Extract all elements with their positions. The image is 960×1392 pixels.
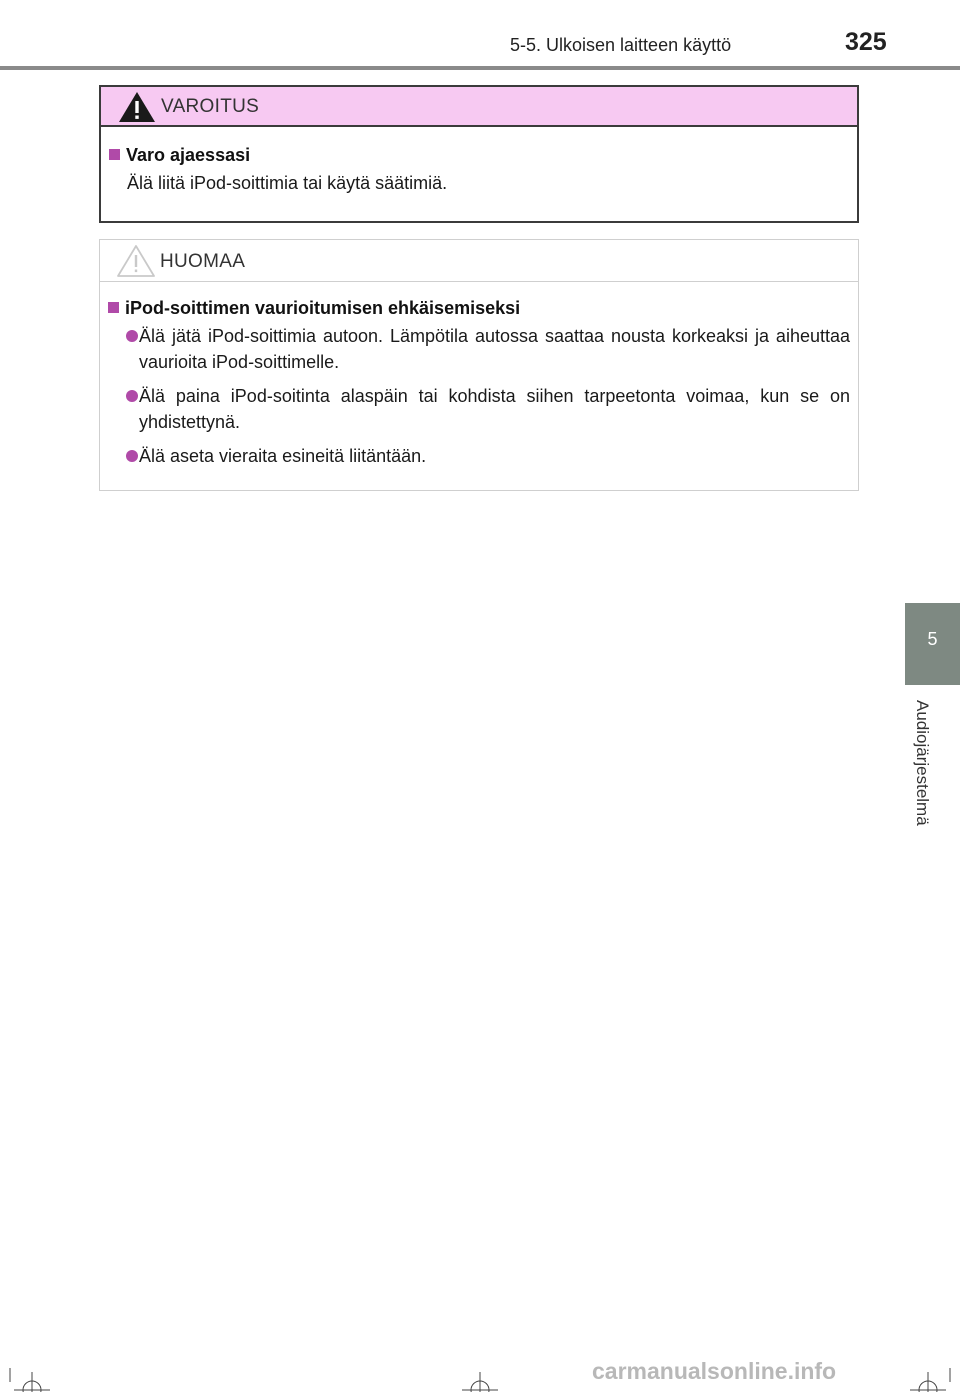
- notice-heading: [108, 298, 850, 319]
- caution-triangle-icon: [116, 244, 156, 278]
- registration-mark-icon: [8, 1368, 56, 1392]
- square-bullet-icon: [109, 149, 120, 160]
- notice-list-item: [108, 443, 850, 469]
- notice-item-text: Älä jätä iPod-soittimia autoon. Lämpötila autossa saattaa nousta korkeaksi ja aiheuttaa vaurioita iPod-soittimelle.: [139, 326, 850, 372]
- warning-header: [101, 87, 857, 127]
- notice-item-text: Älä paina iPod-soitinta alaspäin tai kohdista siihen tarpeetonta voimaa, kun se on yhdistettynä.: [139, 386, 850, 432]
- registration-mark-icon: [456, 1368, 504, 1392]
- header-section-title: 5-5. Ulkoisen laitteen käyttö: [510, 35, 732, 55]
- warning-title: VAROITUS: [161, 96, 260, 117]
- notice-item-text: Älä aseta vieraita esineitä liitäntään.: [139, 446, 427, 466]
- square-bullet-icon: [108, 302, 119, 313]
- warning-heading: [109, 145, 849, 166]
- notice-body: [100, 282, 858, 469]
- watermark: carmanualsonline.info: [592, 1358, 837, 1384]
- chapter-label: Audiojärjestelmä: [913, 700, 932, 826]
- round-bullet-icon: [126, 390, 138, 402]
- warning-triangle-icon: [117, 90, 157, 124]
- round-bullet-icon: [126, 450, 138, 462]
- notice-heading-text: iPod-soittimen vaurioitumisen ehkäisemiseksi: [125, 298, 521, 318]
- warning-heading-text: Varo ajaessasi: [126, 145, 251, 165]
- notice-header: [100, 240, 858, 282]
- warning-box: [99, 85, 859, 223]
- round-bullet-icon: [126, 330, 138, 342]
- notice-list-item: [108, 323, 850, 375]
- registration-mark-icon: [904, 1368, 952, 1392]
- notice-list-item: [108, 383, 850, 435]
- notice-title: HUOMAA: [160, 251, 246, 272]
- chapter-tab: [905, 603, 960, 685]
- page-number: 325: [845, 28, 887, 56]
- chapter-number: 5: [927, 629, 938, 649]
- warning-text: Älä liitä iPod-soittimia tai käytä säätimiä.: [127, 173, 448, 193]
- header-rule: [0, 66, 960, 70]
- notice-box: [99, 239, 859, 491]
- warning-body: [101, 127, 857, 197]
